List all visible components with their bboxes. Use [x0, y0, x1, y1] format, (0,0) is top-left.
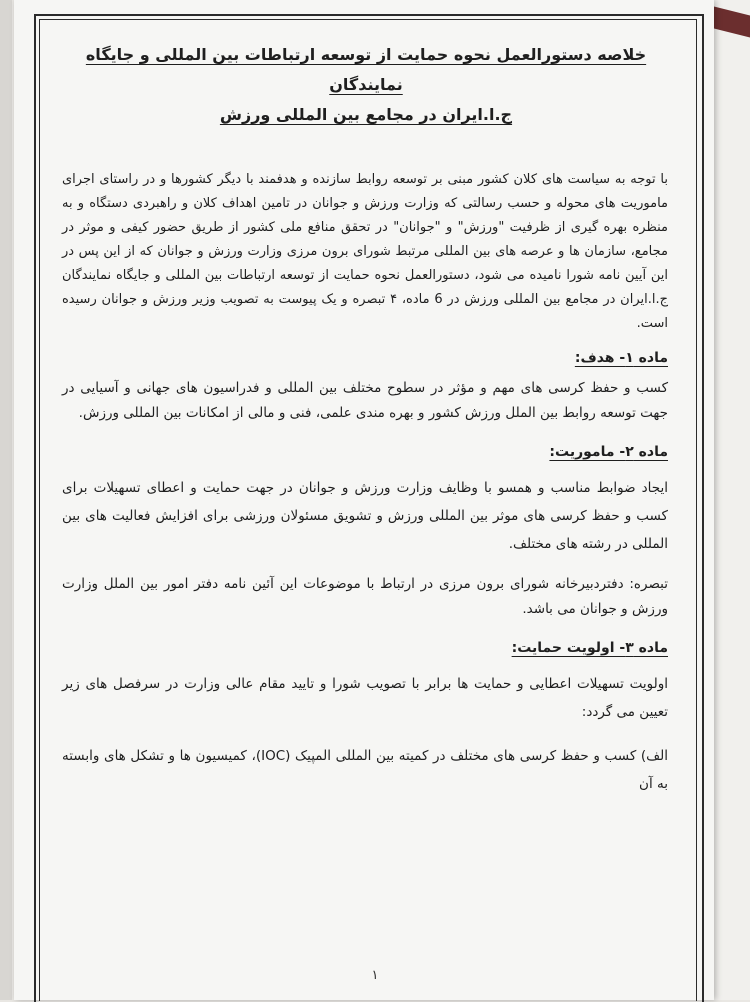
section-article-1: [56, 350, 676, 426]
article-1-heading: ماده ۱- هدف:: [574, 350, 668, 366]
section-article-2: [56, 444, 676, 622]
page-number: ۱: [371, 968, 379, 983]
article-3-text: اولویت تسهیلات اعطایی و حمایت ها برابر با تصویب شورا و تایید مقام عالی وزارت در سرفصل های زیر تعیین می گردد:: [62, 676, 668, 720]
section-article-3: [56, 640, 676, 798]
desk-background: [0, 0, 12, 1000]
intro-paragraph: با توجه به سیاست های کلان کشور مبنی بر توسعه روابط سازنده و هدفمند با دیگر کشورها و در راستای اجرای ماموریت های محوله و حسب رسالتی که وزارت ورزش و جوانان در تامین اهداف کلان و راهبردی دستگاه و به منظره بهره گیری از ظرفیت "ورزش" و "جوانان" در تحقق منافع ملی کشور از طریق حضور کیفی و موثر در مجامع، سازمان ها و عرصه های بین المللی مرتبط شورای برون مرزی وزارت ورزش و جوانان که از این پس در این آیین نامه شورا نامیده می شود، دستورالعمل نحوه حمایت از توسعه ارتباطات بین المللی و جایگاه نمایندگان ج.ا.ایران در مجامع بین المللی ورزش در 6 ماده، ۴ تبصره و یک پیوست به تصویب وزیر ورزش و جوانان رسیده است.: [62, 172, 668, 331]
document-body: [56, 40, 676, 798]
article-2-heading: ماده ۲- ماموریت:: [549, 444, 668, 460]
article-2-note: تبصره: دفتردبیرخانه شورای برون مرزی در ارتباط با موضوعات این آئین نامه دفتر امور بین الملل وزارت ورزش و جوانان می باشد.: [62, 576, 668, 617]
article-3-heading: ماده ۳- اولویت حمایت:: [511, 640, 668, 656]
article-1-text: کسب و حفظ کرسی های مهم و مؤثر در سطوح مختلف بین المللی و فدراسیون های جهانی و آسیایی در جهت توسعه روابط بین الملل ورزش کشور و بهره مندی علمی، فنی و مالی از امکانات بین المللی ورزش.: [62, 380, 668, 421]
document-page: [14, 0, 714, 1000]
title-line-1: خلاصه دستورالعمل نحوه حمایت از توسعه ارتباطات بین المللی و جایگاه نمایندگان: [85, 45, 647, 94]
document-title: [56, 40, 676, 130]
article-2-text: ایجاد ضوابط مناسب و همسو با وظایف وزارت ورزش و جوانان در جهت حمایت و اعطای تسهیلات برای کسب و حفظ کرسی های موثر بین المللی ورزش و تشویق مسئولان ورزشی برای افزایش فعالیت های بین المللی در رشته های مختلف.: [62, 480, 668, 552]
article-3-item-a: الف) کسب و حفظ کرسی های مختلف در کمیته بین المللی المپیک (IOC)، کمیسیون ها و تشکل های وابسته به آن: [62, 748, 668, 792]
title-line-2: ج.ا.ایران در مجامع بین المللی ورزش: [219, 105, 513, 124]
